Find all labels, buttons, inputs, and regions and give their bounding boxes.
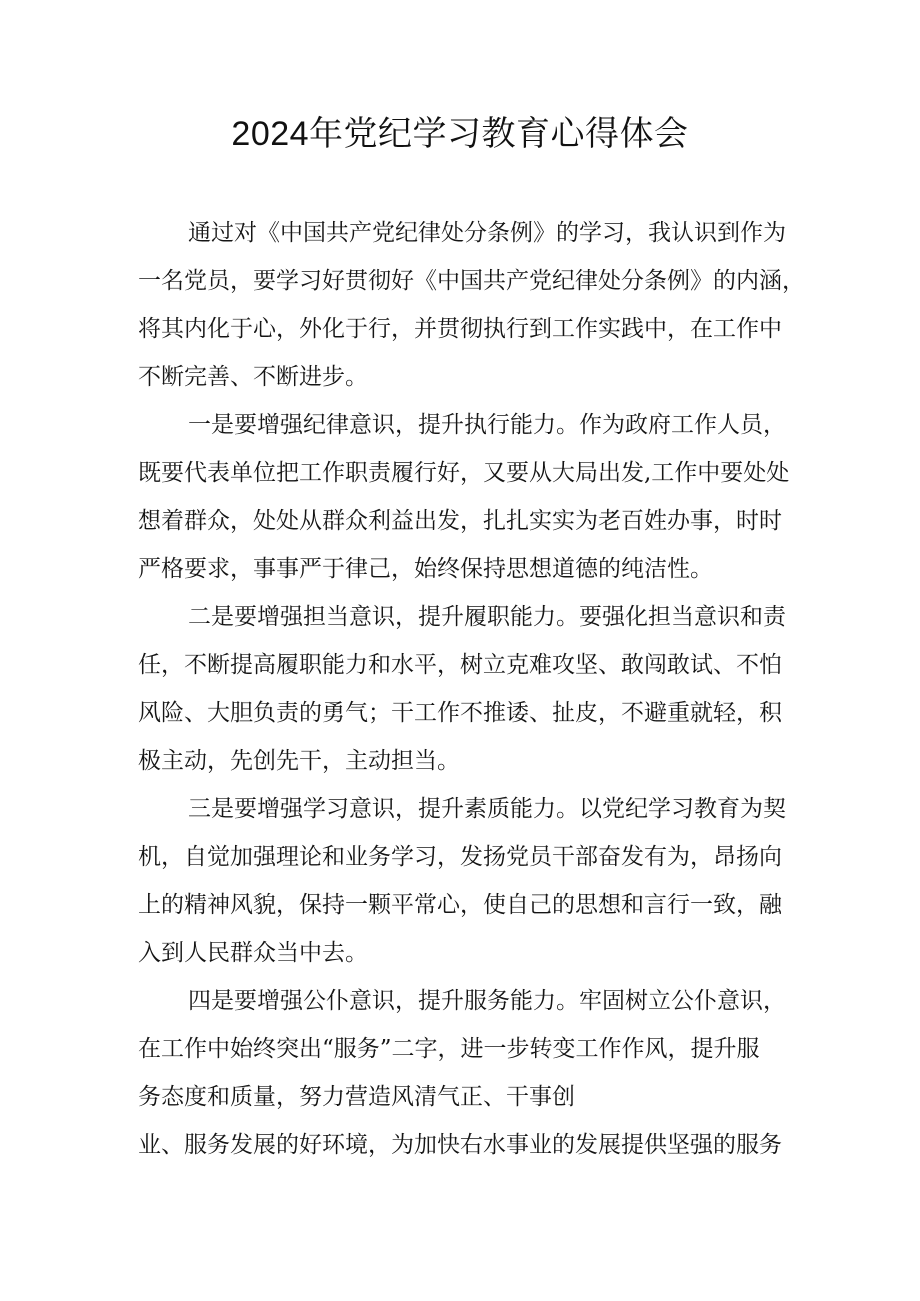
paragraph-line: 三是要增强学习意识，提升素质能力。以党纪学习教育为契 <box>188 796 786 822</box>
paragraph-line: 极主动，先创先干，主动担当。 <box>138 748 460 774</box>
paragraph-intro <box>138 209 805 401</box>
paragraph-line: 四是要增强公仆意识，提升服务能力。牢固树立公仆意识， <box>188 988 786 1014</box>
paragraph-line: 一名党员，要学习好贯彻好《中国共产党纪律处分条例》的内涵， <box>138 268 805 294</box>
document-title: 2024年党纪学习教育心得体会 <box>231 115 689 153</box>
paragraph-line: 在工作中始终突出“服务”二字，进一步转变工作作风，提升服 <box>138 1036 760 1062</box>
document-body <box>138 209 805 1169</box>
paragraph-line: 业、服务发展的好环境，为加快右水事业的发展提供坚强的服务 <box>138 1132 782 1158</box>
paragraph-line: 想着群众，处处从群众利益出发，扎扎实实为老百姓办事，时时 <box>138 508 782 534</box>
paragraph-line: 风险、大胆负责的勇气；干工作不推诿、扯皮，不避重就轻，积 <box>138 700 782 726</box>
paragraph-line: 通过对《中国共产党纪律处分条例》的学习，我认识到作为 <box>188 220 786 246</box>
paragraph-line: 将其内化于心，外化于行，并贯彻执行到工作实践中，在工作中 <box>138 316 782 342</box>
paragraph-line: 不断完善、不断进步。 <box>138 364 368 390</box>
paragraph-line: 二是要增强担当意识，提升履职能力。要强化担当意识和责 <box>188 604 786 630</box>
paragraph-learning <box>138 785 798 977</box>
paragraph-line: 务态度和质量，努力营造风清气正、干事创 <box>138 1084 575 1110</box>
paragraph-line: 既要代表单位把工作职责履行好，又要从大局出发,工作中要处处 <box>138 460 790 486</box>
paragraph-line: 一是要增强纪律意识，提升执行能力。作为政府工作人员， <box>188 412 786 438</box>
paragraph-line: 上的精神风貌，保持一颗平常心，使自己的思想和言行一致，融 <box>138 892 782 918</box>
paragraph-service <box>138 977 798 1169</box>
paragraph-line: 机，自觉加强理论和业务学习，发扬党员干部奋发有为，昂扬向 <box>138 844 782 870</box>
paragraph-line: 任，不断提高履职能力和水平，树立克难攻坚、敢闯敢试、不怕 <box>138 652 782 678</box>
paragraph-discipline <box>138 401 798 593</box>
paragraph-line: 入到人民群众当中去。 <box>138 940 368 966</box>
paragraph-line: 严格要求，事事严于律己，始终保持思想道德的纯洁性。 <box>138 556 713 582</box>
paragraph-responsibility <box>138 593 798 785</box>
